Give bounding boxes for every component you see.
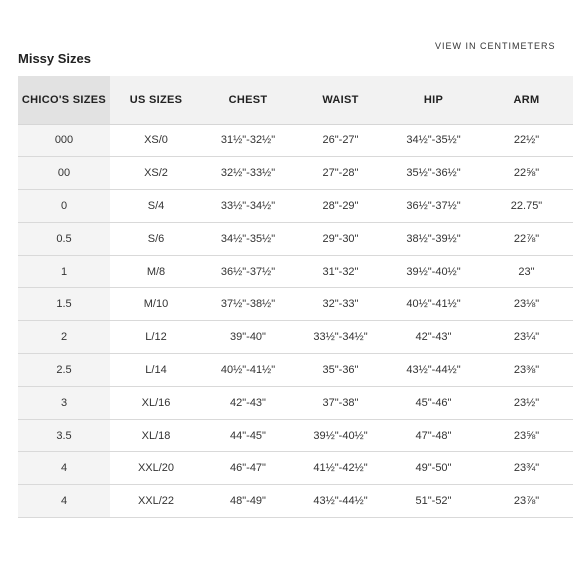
- hip-cell: 45"-46": [387, 386, 480, 419]
- header-waist: WAIST: [294, 76, 387, 124]
- table-header-row: [18, 76, 573, 124]
- header-hip: HIP: [387, 76, 480, 124]
- chicos-size-cell: 3: [18, 386, 110, 419]
- table-row: [18, 222, 573, 255]
- us-size-cell: XS/0: [110, 124, 202, 157]
- hip-cell: 51"-52": [387, 485, 480, 518]
- header-chicos-sizes: CHICO'S SIZES: [18, 76, 110, 124]
- waist-cell: 33½"-34½": [294, 321, 387, 354]
- hip-cell: 40½"-41½": [387, 288, 480, 321]
- table-row: [18, 419, 573, 452]
- arm-cell: 23½": [480, 386, 573, 419]
- hip-cell: 38½"-39½": [387, 222, 480, 255]
- us-size-cell: XL/18: [110, 419, 202, 452]
- hip-cell: 49"-50": [387, 452, 480, 485]
- chicos-size-cell: 1: [18, 255, 110, 288]
- table-row: [18, 354, 573, 387]
- waist-cell: 27"-28": [294, 157, 387, 190]
- arm-cell: 23¾": [480, 452, 573, 485]
- waist-cell: 39½"-40½": [294, 419, 387, 452]
- waist-cell: 37"-38": [294, 386, 387, 419]
- chest-cell: 37½"-38½": [202, 288, 294, 321]
- waist-cell: 31"-32": [294, 255, 387, 288]
- arm-cell: 23⅝": [480, 419, 573, 452]
- view-in-centimeters-link[interactable]: VIEW IN CENTIMETERS: [435, 41, 556, 49]
- chicos-size-cell: 3.5: [18, 419, 110, 452]
- hip-cell: 47"-48": [387, 419, 480, 452]
- table-row: [18, 485, 573, 518]
- waist-cell: 32"-33": [294, 288, 387, 321]
- waist-cell: 35"-36": [294, 354, 387, 387]
- chicos-size-cell: 0: [18, 190, 110, 223]
- hip-cell: 35½"-36½": [387, 157, 480, 190]
- arm-cell: 23⅛": [480, 288, 573, 321]
- us-size-cell: S/6: [110, 222, 202, 255]
- table-row: [18, 288, 573, 321]
- chest-cell: 34½"-35½": [202, 222, 294, 255]
- waist-cell: 43½"-44½": [294, 485, 387, 518]
- header-arm: ARM: [480, 76, 573, 124]
- header-chest: CHEST: [202, 76, 294, 124]
- hip-cell: 36½"-37½": [387, 190, 480, 223]
- table-row: [18, 321, 573, 354]
- table-row: [18, 386, 573, 419]
- arm-cell: 23⅞": [480, 485, 573, 518]
- arm-cell: 22.75": [480, 190, 573, 223]
- us-size-cell: S/4: [110, 190, 202, 223]
- page-title: Missy Sizes: [18, 51, 91, 66]
- chest-cell: 39"-40": [202, 321, 294, 354]
- chicos-size-cell: 1.5: [18, 288, 110, 321]
- arm-cell: 23⅜": [480, 354, 573, 387]
- size-chart-table: [18, 76, 573, 518]
- chicos-size-cell: 2: [18, 321, 110, 354]
- table-row: [18, 124, 573, 157]
- chest-cell: 32½"-33½": [202, 157, 294, 190]
- us-size-cell: XL/16: [110, 386, 202, 419]
- chicos-size-cell: 0.5: [18, 222, 110, 255]
- chicos-size-cell: 00: [18, 157, 110, 190]
- hip-cell: 34½"-35½": [387, 124, 480, 157]
- waist-cell: 41½"-42½": [294, 452, 387, 485]
- us-size-cell: XXL/22: [110, 485, 202, 518]
- chest-cell: 48"-49": [202, 485, 294, 518]
- table-row: [18, 255, 573, 288]
- us-size-cell: XS/2: [110, 157, 202, 190]
- us-size-cell: M/8: [110, 255, 202, 288]
- waist-cell: 26"-27": [294, 124, 387, 157]
- table-body: [18, 124, 573, 518]
- chest-cell: 36½"-37½": [202, 255, 294, 288]
- chicos-size-cell: 2.5: [18, 354, 110, 387]
- table-row: [18, 157, 573, 190]
- arm-cell: 23": [480, 255, 573, 288]
- table-row: [18, 452, 573, 485]
- chest-cell: 40½"-41½": [202, 354, 294, 387]
- us-size-cell: L/12: [110, 321, 202, 354]
- hip-cell: 43½"-44½": [387, 354, 480, 387]
- arm-cell: 22⅞": [480, 222, 573, 255]
- chest-cell: 31½"-32½": [202, 124, 294, 157]
- us-size-cell: L/14: [110, 354, 202, 387]
- chest-cell: 33½"-34½": [202, 190, 294, 223]
- chicos-size-cell: 000: [18, 124, 110, 157]
- chest-cell: 46"-47": [202, 452, 294, 485]
- arm-cell: 22½": [480, 124, 573, 157]
- hip-cell: 39½"-40½": [387, 255, 480, 288]
- hip-cell: 42"-43": [387, 321, 480, 354]
- chicos-size-cell: 4: [18, 452, 110, 485]
- waist-cell: 29"-30": [294, 222, 387, 255]
- us-size-cell: XXL/20: [110, 452, 202, 485]
- arm-cell: 22⅝": [480, 157, 573, 190]
- arm-cell: 23¼": [480, 321, 573, 354]
- us-size-cell: M/10: [110, 288, 202, 321]
- chest-cell: 42"-43": [202, 386, 294, 419]
- chest-cell: 44"-45": [202, 419, 294, 452]
- header-us-sizes: US SIZES: [110, 76, 202, 124]
- waist-cell: 28"-29": [294, 190, 387, 223]
- table-row: [18, 190, 573, 223]
- chicos-size-cell: 4: [18, 485, 110, 518]
